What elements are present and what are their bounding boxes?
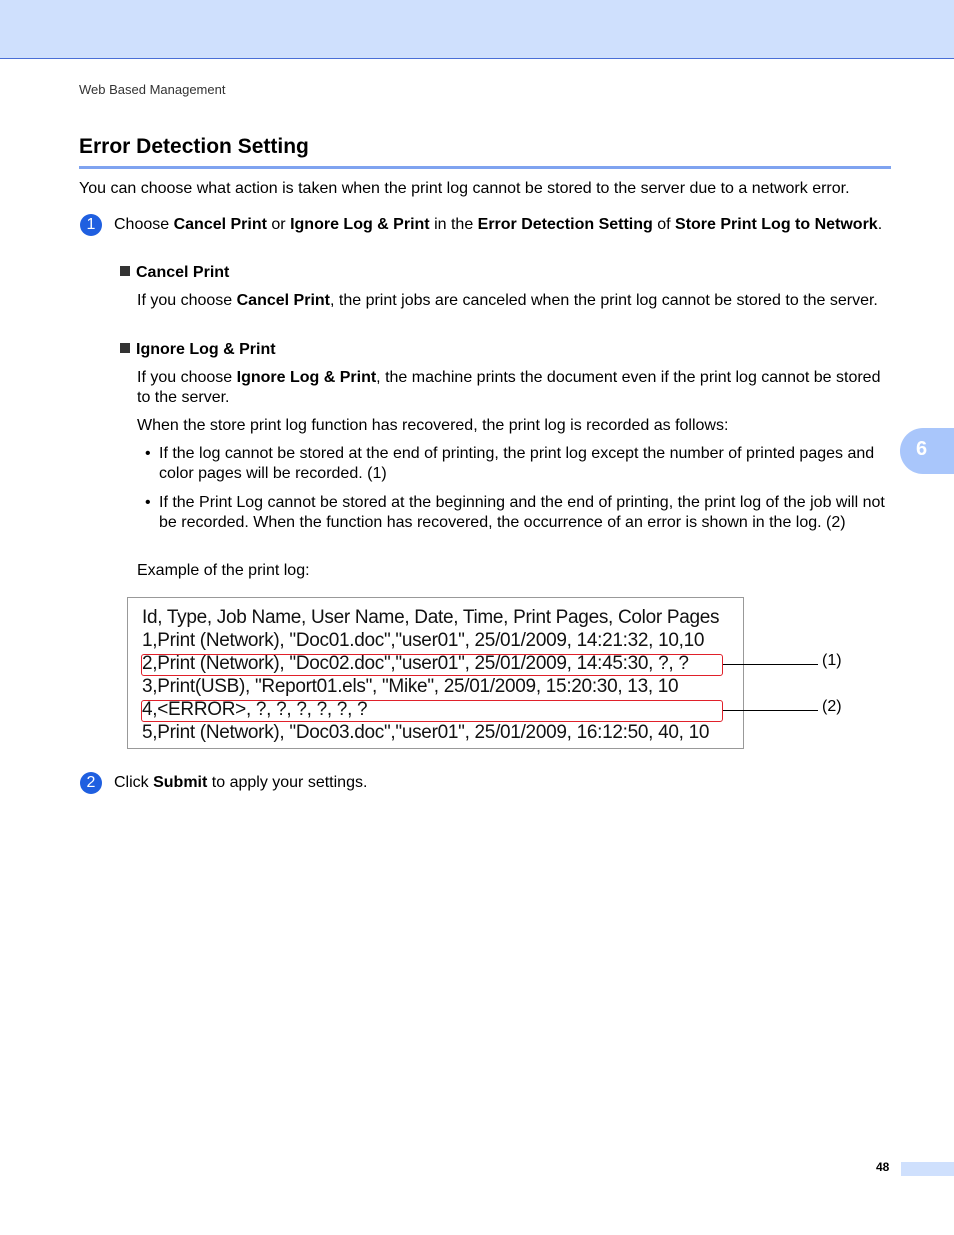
callout-line-1 bbox=[723, 664, 818, 665]
callout-label-2: (2) bbox=[822, 698, 842, 715]
step-2-badge: 2 bbox=[80, 772, 102, 794]
highlight-box-1 bbox=[141, 654, 723, 676]
footer-bar bbox=[901, 1162, 954, 1176]
bullet-dot: • bbox=[145, 445, 151, 462]
list-item: • If the Print Log cannot be stored at the beginning and the end of printing, the print log of the job will not be recorded. When the function has recovered, the occurrence of an error is shown in the log. (2) bbox=[145, 494, 885, 531]
ignore-log-description: If you choose Ignore Log & Print, the machine prints the document even if the print log cannot be stored to the server. bbox=[137, 369, 881, 406]
step-1-badge: 1 bbox=[80, 214, 102, 236]
callout-label-1: (1) bbox=[822, 652, 842, 669]
print-log-example bbox=[127, 597, 744, 749]
callout-line-2 bbox=[723, 710, 818, 711]
bullet-dot: • bbox=[145, 494, 151, 511]
chapter-tab: 6 bbox=[900, 428, 954, 474]
page-number: 48 bbox=[876, 1160, 890, 1174]
example-label: Example of the print log: bbox=[137, 562, 310, 579]
log-line: 2,Print (Network), "Doc02.doc","user01", 25/01/2009, 14:45:30, ?, ? bbox=[142, 653, 689, 674]
log-line: 4,<ERROR>, ?, ?, ?, ?, ?, ? bbox=[142, 699, 368, 720]
ignore-log-heading: Ignore Log & Print bbox=[120, 340, 276, 360]
running-header: Web Based Management bbox=[79, 82, 226, 97]
log-line: 5,Print (Network), "Doc03.doc","user01", 25/01/2009, 16:12:50, 40, 10 bbox=[142, 722, 710, 743]
log-line: 1,Print (Network), "Doc01.doc","user01", 25/01/2009, 14:21:32, 10,10 bbox=[142, 630, 705, 651]
step-2-text: Click Submit to apply your settings. bbox=[114, 774, 368, 791]
highlight-box-2 bbox=[141, 700, 723, 722]
log-line: 3,Print(USB), "Report01.els", "Mike", 25/01/2009, 15:20:30, 13, 10 bbox=[142, 676, 679, 697]
square-bullet-icon bbox=[120, 343, 130, 353]
intro-paragraph: You can choose what action is taken when the print log cannot be stored to the server due to a network error. bbox=[79, 180, 850, 197]
recovered-paragraph: When the store print log function has recovered, the print log is recorded as follows: bbox=[137, 417, 729, 434]
section-title: Error Detection Setting bbox=[79, 135, 309, 158]
log-header-line: Id, Type, Job Name, User Name, Date, Time, Print Pages, Color Pages bbox=[142, 607, 720, 628]
cancel-print-description: If you choose Cancel Print, the print jobs are canceled when the print log cannot be stored to the server. bbox=[137, 292, 878, 309]
title-divider bbox=[79, 166, 891, 169]
cancel-print-heading: Cancel Print bbox=[120, 263, 229, 283]
step-1-text: Choose Cancel Print or Ignore Log & Print in the Error Detection Setting of Store Print Log to Network. bbox=[114, 216, 883, 233]
square-bullet-icon bbox=[120, 266, 130, 276]
list-item: • If the log cannot be stored at the end of printing, the print log except the number of printed pages and color pages will be recorded. (1) bbox=[145, 445, 875, 482]
top-header-band bbox=[0, 0, 954, 59]
